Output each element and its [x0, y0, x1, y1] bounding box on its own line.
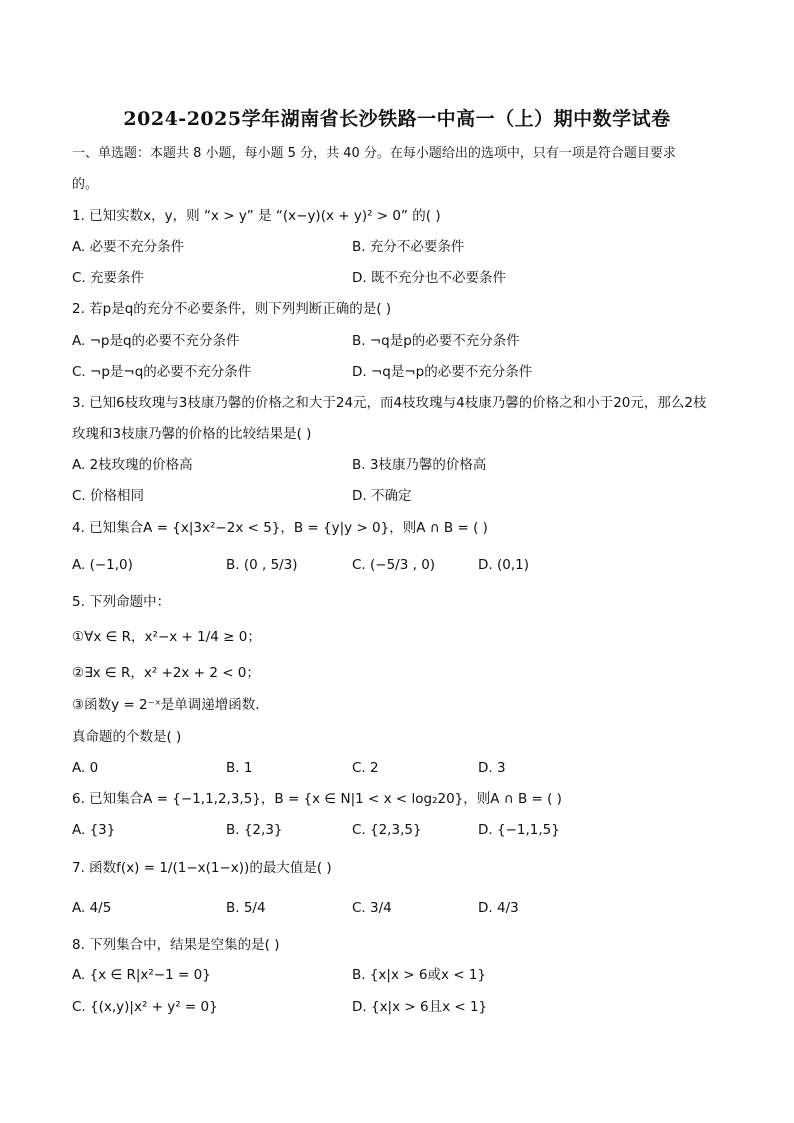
question-2-stem: 2. 若p是q的充分不必要条件，则下列判断正确的是( )	[72, 301, 392, 317]
question-6-stem: 6. 已知集合A = {−1,1,2,3,5}，B = {x ∈ N|1 < x < log₂20}，则A ∩ B = ( )	[72, 791, 562, 807]
question-5-stem: 5. 下列命题中：	[72, 594, 171, 610]
question-5-statement-2: ②∃x ∈ R，x² +2x + 2 < 0；	[72, 665, 260, 681]
question-5-option-a: A. 0	[72, 760, 99, 776]
question-2-option-b: B. ¬q是p的必要不充分条件	[352, 333, 520, 349]
question-1-stem: 1. 已知实数x，y，则 “x > y” 是 “(x−y)(x + y)² > 0” 的( )	[72, 208, 441, 224]
question-3-option-a: A. 2枝玫瑰的价格高	[72, 457, 193, 473]
page-title: 2024-2025学年湖南省长沙铁路一中高一（上）期中数学试卷	[123, 108, 671, 130]
question-8-stem: 8. 下列集合中，结果是空集的是( )	[72, 937, 280, 953]
question-5-option-b: B. 1	[226, 760, 253, 776]
question-2-option-d: D. ¬q是¬p的必要不充分条件	[352, 364, 533, 380]
question-7-option-a: A. 4/5	[72, 900, 112, 916]
question-7-stem: 7. 函数f(x) = 1/(1−x(1−x))的最大值是( )	[72, 860, 332, 876]
question-5-prompt: 真命题的个数是( )	[72, 729, 182, 745]
question-5-option-c: C. 2	[352, 760, 379, 776]
question-6-option-b: B. {2,3}	[226, 822, 283, 838]
question-6-option-a: A. {3}	[72, 822, 116, 838]
question-6-option-c: C. {2,3,5}	[352, 822, 422, 838]
section-heading: 一、单选题：本题共 8 小题，每小题 5 分，共 40 分。在每小题给出的选项中，只有一项是符合题目要求	[72, 146, 676, 161]
question-8-option-b: B. {x|x > 6或x < 1}	[352, 967, 487, 983]
question-2-option-c: C. ¬p是¬q的必要不充分条件	[72, 364, 252, 380]
question-2-option-a: A. ¬p是q的必要不充分条件	[72, 333, 240, 349]
question-5-statement-3: ③函数y = 2⁻ˣ是单调递增函数．	[72, 697, 269, 713]
question-6-option-d: D. {−1,1,5}	[478, 822, 560, 838]
question-1-option-b: B. 充分不必要条件	[352, 239, 465, 255]
question-8-option-c: C. {(x,y)|x² + y² = 0}	[72, 999, 218, 1015]
question-3-stem: 3. 已知6枝玫瑰与3枝康乃馨的价格之和大于24元，而4枝玫瑰与4枝康乃馨的价格之和小于20元，那么2枝	[72, 395, 707, 411]
question-5-option-d: D. 3	[478, 760, 506, 776]
question-1-option-c: C. 充要条件	[72, 270, 145, 286]
question-7-option-c: C. 3/4	[352, 900, 392, 916]
question-3-option-b: B. 3枝康乃馨的价格高	[352, 457, 487, 473]
question-7-option-b: B. 5/4	[226, 900, 266, 916]
question-4-option-b: B. (0 , 5/3)	[226, 557, 298, 573]
question-4-stem: 4. 已知集合A = {x|3x²−2x < 5}，B = {y|y > 0}，则A ∩ B = ( )	[72, 520, 488, 536]
question-4-option-c: C. (−5/3 , 0)	[352, 557, 436, 573]
question-7-option-d: D. 4/3	[478, 900, 519, 916]
question-3-option-c: C. 价格相同	[72, 488, 145, 504]
question-8-option-a: A. {x ∈ R|x²−1 = 0}	[72, 967, 211, 983]
question-4-option-a: A. (−1,0)	[72, 557, 133, 573]
question-5-statement-1: ①∀x ∈ R，x²−x + 1/4 ≥ 0；	[72, 629, 261, 645]
question-1-option-d: D. 既不充分也不必要条件	[352, 270, 506, 286]
question-3-stem-cont: 玫瑰和3枝康乃馨的价格的比较结果是( )	[72, 426, 312, 442]
section-heading-cont: 的。	[72, 177, 99, 192]
question-1-option-a: A. 必要不充分条件	[72, 239, 185, 255]
question-3-option-d: D. 不确定	[352, 488, 412, 504]
question-8-option-d: D. {x|x > 6且x < 1}	[352, 999, 488, 1015]
question-4-option-d: D. (0,1)	[478, 557, 529, 573]
